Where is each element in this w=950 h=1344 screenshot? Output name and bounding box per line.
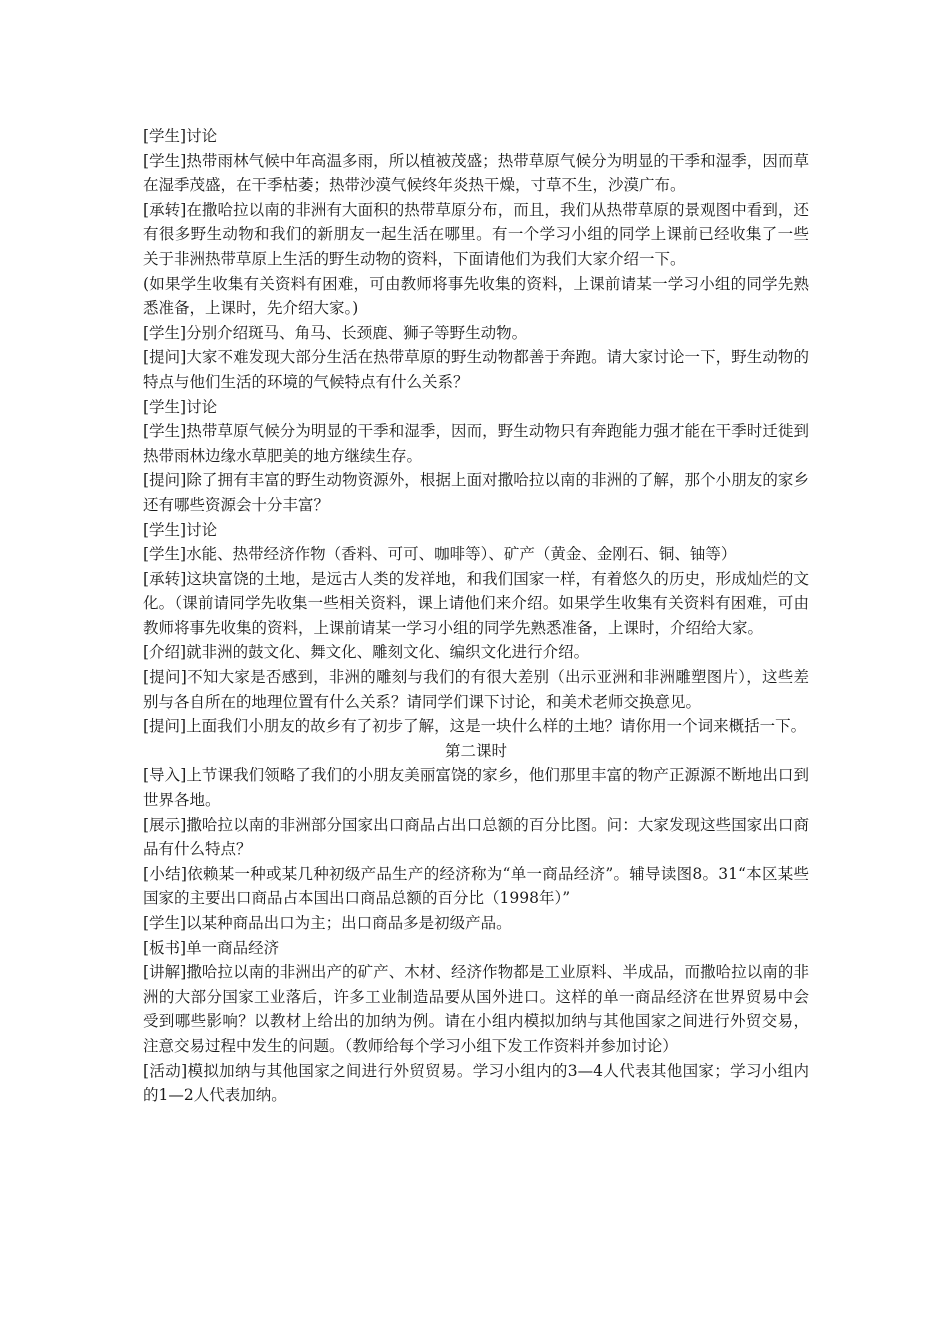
paragraph: [学生]讨论 bbox=[143, 520, 218, 539]
paragraph: [导入]上节课我们领略了我们的小朋友美丽富饶的家乡，他们那里丰富的物产正源源不断地出口到世界各地。 bbox=[143, 766, 809, 810]
paragraph: [提问]除了拥有丰富的野生动物资源外，根据上面对撒哈拉以南的非洲的了解，那个小朋友的家乡还有哪些资源会十分丰富？ bbox=[143, 471, 809, 514]
paragraph: [提问]大家不难发现大部分生活在热带草原的野生动物都善于奔跑。请大家讨论一下，野生动物的特点与他们生活的环境的气候特点有什么关系？ bbox=[143, 348, 809, 391]
paragraph: [展示]撒哈拉以南的非洲部分国家出口商品占出口总额的百分比图。问：大家发现这些国家出口商品有什么特点？ bbox=[143, 815, 809, 859]
section-title: 第二课时 bbox=[444, 741, 507, 760]
paragraph: [学生]讨论 bbox=[143, 127, 218, 145]
paragraph: [板书]单一商品经济 bbox=[143, 938, 280, 957]
paragraph: [提问]不知大家是否感到，非洲的雕刻与我们的有很大差别（出示亚洲和非洲雕塑图片），这些差别与各自所在的地理位置有什么关系？请同学们课下讨论，和美术老师交换意见。 bbox=[143, 668, 809, 711]
paragraph: [承转]这块富饶的土地，是远古人类的发祥地，和我们国家一样，有着悠久的历史，形成灿烂的文化。（课前请同学先收集一些相关资料，课上请他们来介绍。如果学生收集有关资料有困难，可由教师将事先收集的资料，上课前请某一学习小组的同学先熟悉准备，上课时，介绍给大家。 bbox=[143, 569, 809, 637]
paragraph: [承转]在撒哈拉以南的非洲有大面积的热带草原分布，而且，我们从热带草原的景观图中看到，还有很多野生动物和我们的新朋友一起生活在哪里。有一个学习小组的同学上课前已经收集了一些关于非洲热带草原上生活的野生动物的资料，下面请他们为我们大家介绍一下。 bbox=[143, 200, 809, 268]
paragraph: [小结]依赖某一种或某几种初级产品生产的经济称为“单一商品经济”。辅导读图8。31“本区某些国家的主要出口商品占本国出口商品总额的百分比（1998年）” bbox=[143, 864, 809, 908]
paragraph: [学生]水能、热带经济作物（香料、可可、咖啡等）、矿产（黄金、金刚石、铜、铀等） bbox=[143, 545, 737, 564]
paragraph: [学生]以某种商品出口为主；出口商品多是初级产品。 bbox=[143, 914, 512, 932]
paragraph: [提问]上面我们小朋友的故乡有了初步了解，这是一块什么样的土地？请你用一个词来概括一下。 bbox=[143, 717, 807, 736]
paragraph: [介绍]就非洲的鼓文化、舞文化、雕刻文化、编织文化进行介绍。 bbox=[143, 643, 590, 662]
paragraph: [学生]热带草原气候分为明显的干季和湿季，因而，野生动物只有奔跑能力强才能在干季时迁徙到热带雨林边缘水草肥美的地方继续生存。 bbox=[143, 422, 809, 465]
document-body bbox=[143, 124, 809, 1108]
paragraph: [学生]热带雨林气候中年高温多雨，所以植被茂盛；热带草原气候分为明显的干季和湿季，因而草在湿季茂盛，在干季枯萎；热带沙漠气候终年炎热干燥，寸草不生，沙漠广布。 bbox=[143, 151, 809, 195]
paragraph: (如果学生收集有关资料有困难，可由教师将事先收集的资料，上课前请某一学习小组的同学先熟悉准备，上课时，先介绍大家。) bbox=[143, 274, 809, 318]
paragraph: [学生]讨论 bbox=[143, 397, 218, 416]
paragraph: [学生]分别介绍斑马、角马、长颈鹿、狮子等野生动物。 bbox=[143, 323, 528, 342]
paragraph: [活动]模拟加纳与其他国家之间进行外贸贸易。学习小组内的3—4人代表其他国家；学习小组内的1—2人代表加纳。 bbox=[143, 1061, 809, 1105]
paragraph: [讲解]撒哈拉以南的非洲出产的矿产、木材、经济作物都是工业原料、半成品，而撒哈拉以南的非洲的大部分国家工业落后，许多工业制造品要从国外进口。这样的单一商品经济在世界贸易中会受到哪些影响？以教材上给出的加纳为例。请在小组内模拟加纳与其他国家之间进行外贸交易，注意交易过程中发生的问题。（教师给每个学习小组下发工作资料并参加讨论） bbox=[143, 963, 809, 1055]
